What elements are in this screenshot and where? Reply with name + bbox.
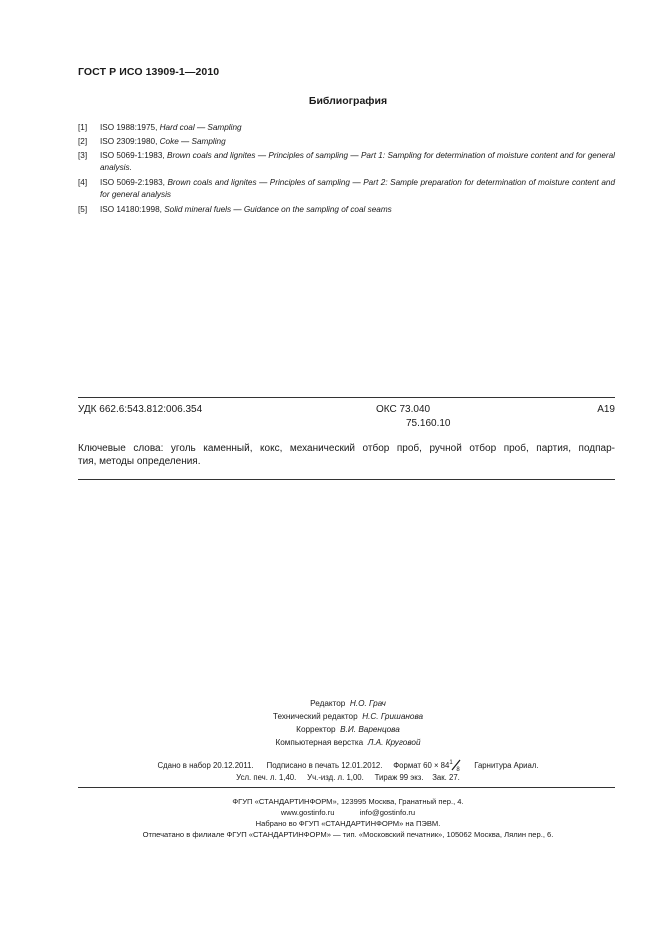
divider-footer [78, 787, 615, 788]
publishing-line-2 [0, 772, 661, 784]
keywords-line-2: тия, методы определения. [78, 456, 201, 467]
ref-number: [2] [78, 137, 88, 146]
corrector-name: В.И. Варенцова [340, 725, 400, 734]
bibliography-ref-5 [78, 204, 615, 216]
corrector-label: Корректор [296, 725, 336, 734]
ref-number: [1] [78, 123, 88, 132]
oks-code-2: 75.160.10 [406, 418, 451, 429]
footer-line-3: Набрано во ФГУП «СТАНДАРТИНФОРМ» на ПЭВМ. [255, 819, 441, 828]
tech-editor-label: Технический редактор [272, 712, 358, 721]
ref-number: [5] [78, 205, 88, 214]
keywords [78, 442, 615, 468]
ref-code: ISO 14180:1998, [100, 205, 162, 214]
ref-title: Brown coals and lignites — Principles of sampling — Part 1: Sampling for determination of moisture content and for general analysis. [100, 151, 616, 172]
bibliography-ref-3 [78, 150, 615, 174]
ref-title: Hard coal — Sampling [159, 123, 242, 132]
footer-line-2 [0, 807, 661, 819]
tech-editor-name: Н.С. Гришанова [362, 712, 424, 721]
ref-number: [4] [78, 178, 88, 187]
oks-code: ОКС 73.040 [376, 404, 431, 415]
ref-title: Coke — Sampling [159, 137, 226, 146]
footer-email: info@gostinfo.ru [359, 808, 416, 817]
bibliography-ref-2 [78, 136, 615, 148]
footer-line-4: Отпечатано в филиале ФГУП «СТАНДАРТИНФОРМ» — тип. «Московский печатник», 105062 Москва, Лялин пер., 6. [142, 830, 554, 839]
order-number: Зак. 27. [432, 773, 460, 782]
footer-line-1: ФГУП «СТАНДАРТИНФОРМ», 123995 Москва, Гранатный пер., 4. [232, 797, 464, 806]
layout-label: Компьютерная верстка [275, 738, 364, 747]
format-fraction-numerator: 1 [449, 760, 453, 766]
editor-name: Н.О. Грач [349, 699, 386, 708]
bibliography-ref-4 [78, 177, 615, 201]
ref-code: ISO 5069-1:1983, [100, 151, 165, 160]
ref-code: ISO 2309:1980, [100, 137, 158, 146]
ref-code: ISO 5069-2:1983, [100, 178, 165, 187]
document-code: ГОСТ Р ИСО 13909-1—2010 [78, 66, 220, 78]
pub-sheets: Уч.-изд. л. 1,00. [307, 773, 364, 782]
footer-website: www.gostinfo.ru [280, 808, 335, 817]
staff-corrector [0, 723, 661, 736]
layout-name: Л.А. Круговой [367, 738, 421, 747]
ref-number: [3] [78, 151, 88, 160]
format: Формат 60 × 84 [393, 761, 450, 770]
ref-title: Brown coals and lignites — Principles of sampling — Part 2: Sample preparation for determination of moisture content and for general analysis [100, 178, 615, 199]
staff-layout [0, 736, 661, 749]
format-fraction-denominator: 8 [456, 767, 460, 773]
divider-top [78, 397, 615, 398]
print-sheets: Усл. печ. л. 1,40. [236, 773, 297, 782]
format-fraction [449, 759, 463, 771]
ref-code: ISO 1988:1975, [100, 123, 158, 132]
staff-tech-editor [0, 710, 661, 723]
circulation: Тираж 99 экз. [374, 773, 424, 782]
publishing-line-1 [0, 759, 661, 772]
keywords-line-1: Ключевые слова: уголь каменный, кокс, механический отбор проб, ручной отбор проб, партия, подпар- [78, 443, 615, 454]
typeface: Гарнитура Ариал. [474, 761, 539, 770]
bibliography-ref-1 [78, 122, 615, 134]
signed-date: Подписано в печать 12.01.2012. [266, 761, 383, 770]
bibliography-title: Библиография [308, 95, 388, 107]
udc-code: УДК 662.6:543.812:006.354 [78, 404, 203, 415]
divider-keywords [78, 479, 615, 480]
ref-title: Solid mineral fuels — Guidance on the sampling of coal seams [164, 205, 392, 214]
classification-code: А19 [597, 404, 615, 415]
submitted-date: Сдано в набор 20.12.2011. [157, 761, 254, 770]
editor-label: Редактор [310, 699, 346, 708]
staff-editor [0, 697, 661, 710]
